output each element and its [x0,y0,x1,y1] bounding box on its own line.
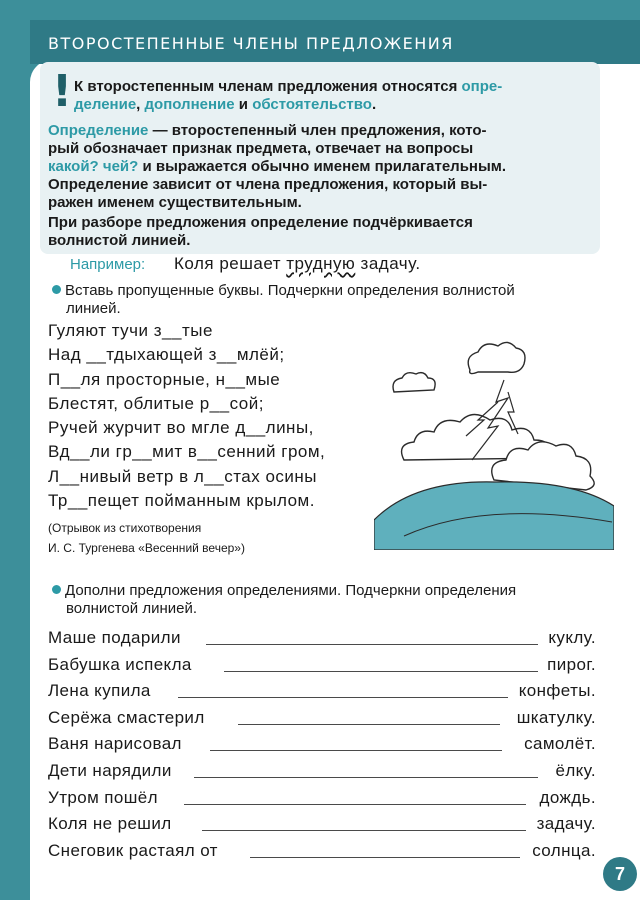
poem-source [48,518,245,558]
task-text: Дополни предложения определениями. Подчеркни определения [65,582,517,599]
poem [48,320,388,514]
sentence-start: Утром пошёл [48,787,158,807]
bullet-icon [52,285,61,294]
sentence-start: Серёжа смастерил [48,707,205,727]
answer-blank[interactable] [184,804,526,805]
rule-text: и выражается обычно именем прилагательным. [142,158,507,175]
sentence-end: конфеты. [518,681,596,701]
example-end: задачу. [360,254,421,273]
rule-text: К второстепенным членам предложения относятся [74,78,458,95]
rule-text: — второстепенный член предложения, кото- [152,122,487,139]
sentence-row [48,759,596,786]
analysis-line-2: волнистой линией. [48,232,191,249]
term-object: дополнение [144,96,235,113]
page-number: 7 [603,857,637,891]
poem-line[interactable]: Л__нивый ветр в л__стах осины [48,466,318,486]
rule-line-1 [74,78,594,96]
sentence-row [48,812,596,839]
sentence-start: Бабушка испекла [48,654,192,674]
fill-in-sentences [48,626,596,865]
term-adverbial: обстоятельство [252,96,372,113]
sentence-row [48,706,596,733]
poem-line[interactable]: Над __тдыхающей з__млёй; [48,345,285,365]
sentence-end: шкатулку. [516,707,596,727]
answer-blank[interactable] [178,697,508,698]
section-title: ВТОРОСТЕПЕННЫЕ ЧЛЕНЫ ПРЕДЛОЖЕНИЯ [30,20,640,64]
sentence-start: Лена купила [48,681,151,701]
rule-line-2 [74,96,594,114]
example-underlined-word: трудную [286,254,356,273]
storm-illustration [374,340,614,550]
answer-blank[interactable] [224,671,538,672]
definition-line-4: Определение зависит от члена предложения, который вы- [48,176,488,193]
source-line: (Отрывок из стихотворения [48,521,202,535]
sentence-end: ёлку. [555,760,596,780]
bullet-icon [52,585,61,594]
term-definition: Определение [48,122,149,139]
sentence-start: Ваня нарисовал [48,734,182,754]
poem-line[interactable]: Гуляют тучи з__тые [48,321,213,340]
answer-blank[interactable] [250,857,520,858]
example-sentence [174,254,421,274]
sentence-end: дождь. [539,787,596,807]
definition-line-2: рый обозначает признак предмета, отвечает на вопросы [48,140,474,157]
source-line: И. С. Тургенева «Весенний вечер») [48,541,245,555]
question-words: какой? чей? [48,158,139,175]
sentence-end: солнца. [532,840,596,860]
answer-blank[interactable] [206,644,538,645]
sentence-row [48,732,596,759]
period: . [371,96,377,113]
definition-line-5: ражен именем существительным. [48,194,302,211]
comma: , [136,96,141,113]
answer-blank[interactable] [238,724,500,725]
poem-line[interactable]: Вд__ли гр__мит в__сенний гром, [48,442,326,462]
sentence-row [48,786,596,813]
sentence-row [48,653,596,680]
poem-line[interactable]: Блестят, облитые р__сой; [48,393,264,413]
task-1-instruction [52,282,600,300]
sentence-end: задачу. [536,814,596,834]
task-1-instruction-cont: линией. [66,300,121,317]
poem-line[interactable]: Тр__пещет пойманным крылом. [48,491,315,511]
answer-blank[interactable] [194,777,538,778]
sentence-start: Дети нарядили [48,760,172,780]
sentence-row [48,626,596,653]
sentence-row [48,839,596,866]
poem-line[interactable]: П__ля просторные, н__мые [48,369,281,389]
definition-line-3 [48,158,596,176]
sentence-end: куклу. [548,628,596,647]
sentence-end: самолёт. [524,734,596,754]
task-2-instruction-cont: волнистой линией. [66,600,198,617]
sentence-start: Маше подарили [48,628,181,647]
exclamation-icon: ! [52,66,73,117]
answer-blank[interactable] [202,830,526,831]
poem-line[interactable]: Ручей журчит во мгле д__лины, [48,418,314,438]
sentence-end: пирог. [547,654,596,674]
sentence-start: Снеговик растаял от [48,840,218,860]
task-text: Вставь пропущенные буквы. Подчеркни определения волнистой [65,282,515,299]
sentence-row [48,679,596,706]
term-definition-end: деление [74,96,137,113]
conjunction: и [238,96,249,113]
example-start: Коля решает [174,254,282,273]
answer-blank[interactable] [210,750,502,751]
term-definition-part: опре- [461,78,503,95]
task-2-instruction [52,582,600,600]
example-label: Например: [70,256,146,273]
sentence-start: Коля не решил [48,814,172,834]
definition-line-1 [48,122,596,140]
analysis-line-1: При разборе предложения определение подчёркивается [48,214,473,231]
